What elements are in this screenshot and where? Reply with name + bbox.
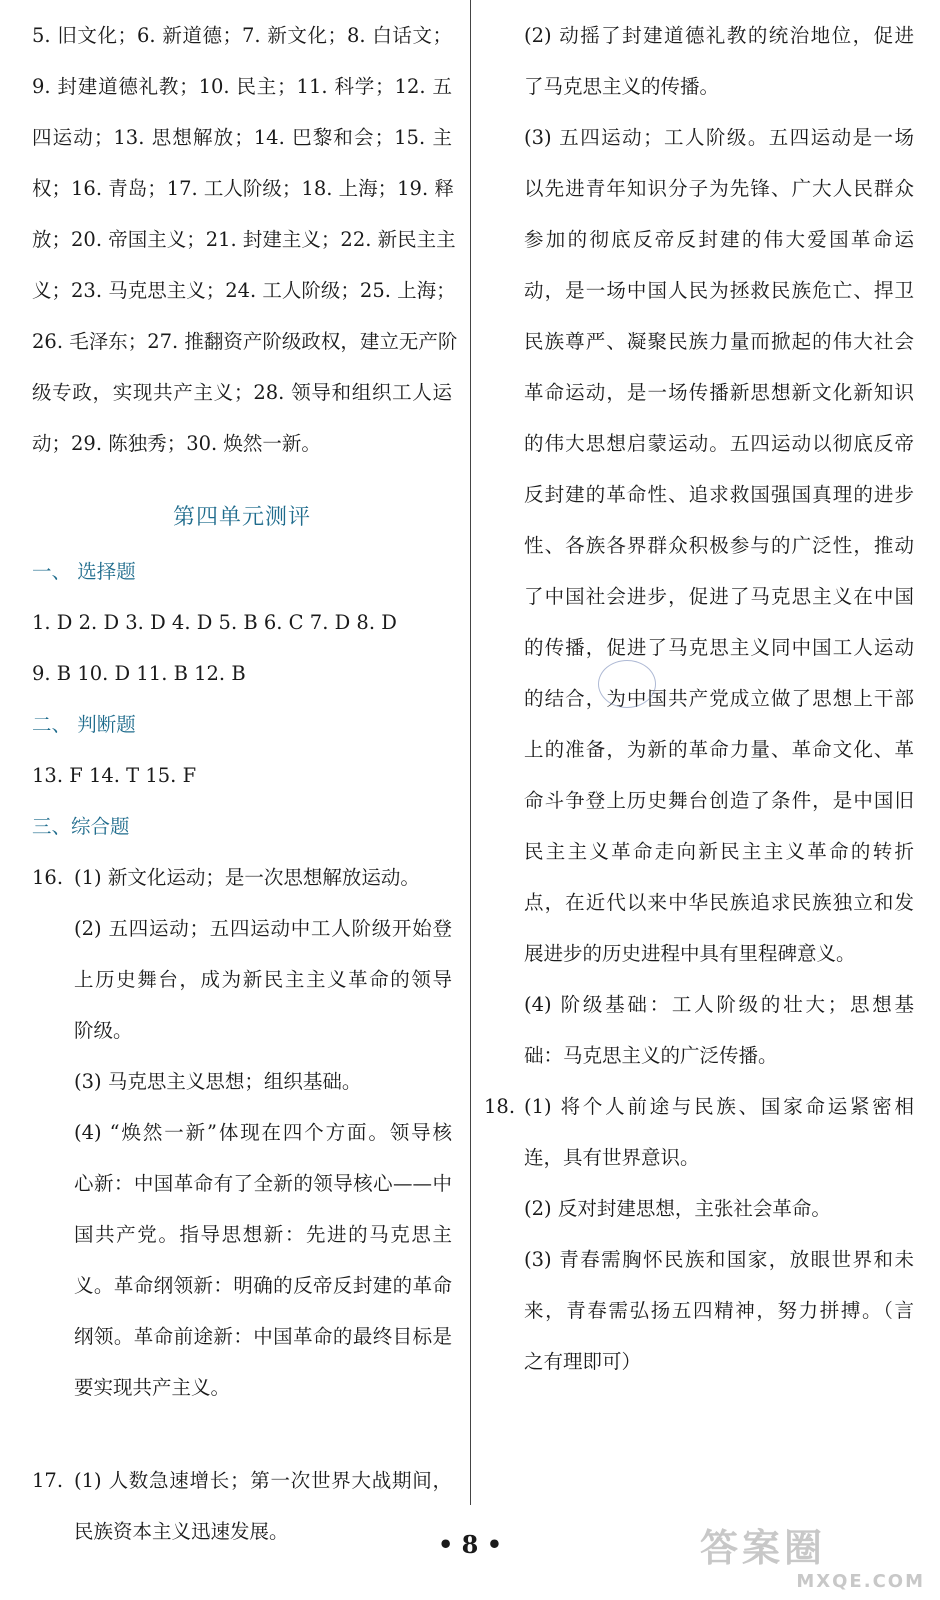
answer-line: 展进步的历史进程中具有里程碑意义。 (524, 942, 856, 965)
answer-line: 26. 毛泽东；27. 推翻资产阶级政权，建立无产阶 (32, 330, 458, 353)
question-17 (32, 1455, 452, 1506)
answer-line: 民族尊严、凝聚民族力量而掀起的伟大社会 (524, 330, 914, 353)
answer-line: 之有理即可） (524, 1350, 642, 1373)
answer-line: 点，在近代以来中华民族追求民族独立和发 (524, 891, 914, 914)
answer-line: 础：马克思主义的广泛传播。 (524, 1044, 778, 1067)
answer-line: 的传播，促进了马克思主义同中国工人运动 (524, 636, 914, 659)
question-number: 17. (32, 1469, 64, 1492)
answer-line: 民族资本主义迅速发展。 (74, 1520, 289, 1543)
answer-line: 权；16. 青岛；17. 工人阶级；18. 上海；19. 释 (32, 177, 454, 200)
left-column (32, 10, 458, 469)
left-column-test (32, 546, 452, 1557)
answer-line: 的伟大思想启蒙运动。五四运动以彻底反帝 (524, 432, 914, 455)
watermark-text: 答案圈 (700, 1526, 827, 1570)
judge-answers-row: 13. F 14. T 15. F (32, 764, 197, 787)
answer-line: (1) 人数急速增长；第一次世界大战期间， (74, 1469, 452, 1492)
answer-line: 了马克思主义的传播。 (524, 75, 720, 98)
answer-line: 国共产党。指导思想新：先进的马克思主 (74, 1223, 452, 1246)
answer-line: 心新：中国革命有了全新的领导核心——中 (74, 1172, 452, 1195)
seal-stamp (598, 660, 656, 708)
synthesis-header: 三、综合题 (32, 815, 130, 838)
choice-answers-row: 1. D 2. D 3. D 4. D 5. B 6. C 7. D 8. D (32, 611, 397, 634)
answer-line: (4) 阶级基础：工人阶级的壮大；思想基 (524, 993, 914, 1016)
page-number: • 8 • (437, 1530, 503, 1559)
answer-line: (2) 五四运动；五四运动中工人阶级开始登 (74, 917, 452, 940)
answer-line: 革命运动，是一场传播新思想新文化新知识 (524, 381, 914, 404)
answer-line: 动；29. 陈独秀；30. 焕然一新。 (32, 432, 321, 455)
answer-line: 义；23. 马克思主义；24. 工人阶级；25. 上海； (32, 279, 456, 302)
right-column (524, 10, 914, 1081)
answer-line: (3) 马克思主义思想；组织基础。 (74, 1070, 362, 1093)
answer-line: (2) 动摇了封建道德礼教的统治地位，促进 (524, 24, 914, 47)
answer-line: 命斗争登上历史舞台创造了条件，是中国旧 (524, 789, 914, 812)
answer-line: 连，具有世界意识。 (524, 1146, 700, 1169)
answer-line: 上的准备，为新的革命力量、革命文化、革 (524, 738, 914, 761)
site-watermark-logo (700, 1525, 925, 1595)
section-title: 第四单元测评 (172, 505, 311, 530)
choice-header: 一、 选择题 (32, 560, 136, 583)
question-16 (32, 852, 452, 903)
answer-line: 要实现共产主义。 (74, 1376, 231, 1399)
answer-line: 以先进青年知识分子为先锋、广大人民群众 (524, 177, 914, 200)
answer-line: 的结合，为中国共产党成立做了思想上干部 (524, 687, 914, 710)
question-number: 16. (32, 866, 64, 889)
answer-line: 了中国社会进步，促进了马克思主义在中国 (524, 585, 914, 608)
watermark-url: MXQE.COM (796, 1571, 925, 1592)
answer-line: 阶级。 (74, 1019, 133, 1042)
column-divider (470, 0, 471, 1505)
answer-line: 上历史舞台，成为新民主主义革命的领导 (74, 968, 452, 991)
answer-line: 5. 旧文化；6. 新道德；7. 新文化；8. 白话文； (32, 24, 452, 47)
answer-line: 级专政，实现共产主义；28. 领导和组织工人运 (32, 381, 452, 404)
answer-line: (2) 反对封建思想，主张社会革命。 (524, 1197, 831, 1220)
question-18 (484, 1081, 914, 1387)
answer-line: 纲领。革命前途新：中国革命的最终目标是 (74, 1325, 452, 1348)
answer-line: 放；20. 帝国主义；21. 封建主义；22. 新民主主 (32, 228, 456, 251)
answer-line: (3) 五四运动；工人阶级。五四运动是一场 (524, 126, 914, 149)
answer-line: 参加的彻底反帝反封建的伟大爱国革命运 (524, 228, 914, 251)
answer-line: 义。革命纲领新：明确的反帝反封建的革命 (74, 1274, 452, 1297)
answer-line: (3) 青春需胸怀民族和国家，放眼世界和未 (524, 1248, 914, 1271)
answer-line: 民主主义革命走向新民主主义革命的转折 (524, 840, 914, 863)
answer-line: 四运动；13. 思想解放；14. 巴黎和会；15. 主 (32, 126, 452, 149)
answer-line: 动，是一场中国人民为拯救民族危亡、捍卫 (524, 279, 914, 302)
judge-header: 二、 判断题 (32, 713, 136, 736)
answer-line: (1) 新文化运动；是一次思想解放运动。 (74, 866, 420, 889)
answer-line: (1) 将个人前途与民族、国家命运紧密相 (524, 1095, 914, 1118)
answer-line: 性、各族各界群众积极参与的广泛性，推动 (524, 534, 914, 557)
question-number: 18. (484, 1095, 516, 1118)
choice-answers-row: 9. B 10. D 11. B 12. B (32, 662, 246, 685)
answer-line: 9. 封建道德礼教；10. 民主；11. 科学；12. 五 (32, 75, 452, 98)
answer-line: 反封建的革命性、追求救国强国真理的进步 (524, 483, 914, 506)
answer-line: (4) “焕然一新”体现在四个方面。领导核 (74, 1121, 452, 1144)
answer-line: 来，青春需弘扬五四精神，努力拼搏。（言 (524, 1299, 914, 1322)
